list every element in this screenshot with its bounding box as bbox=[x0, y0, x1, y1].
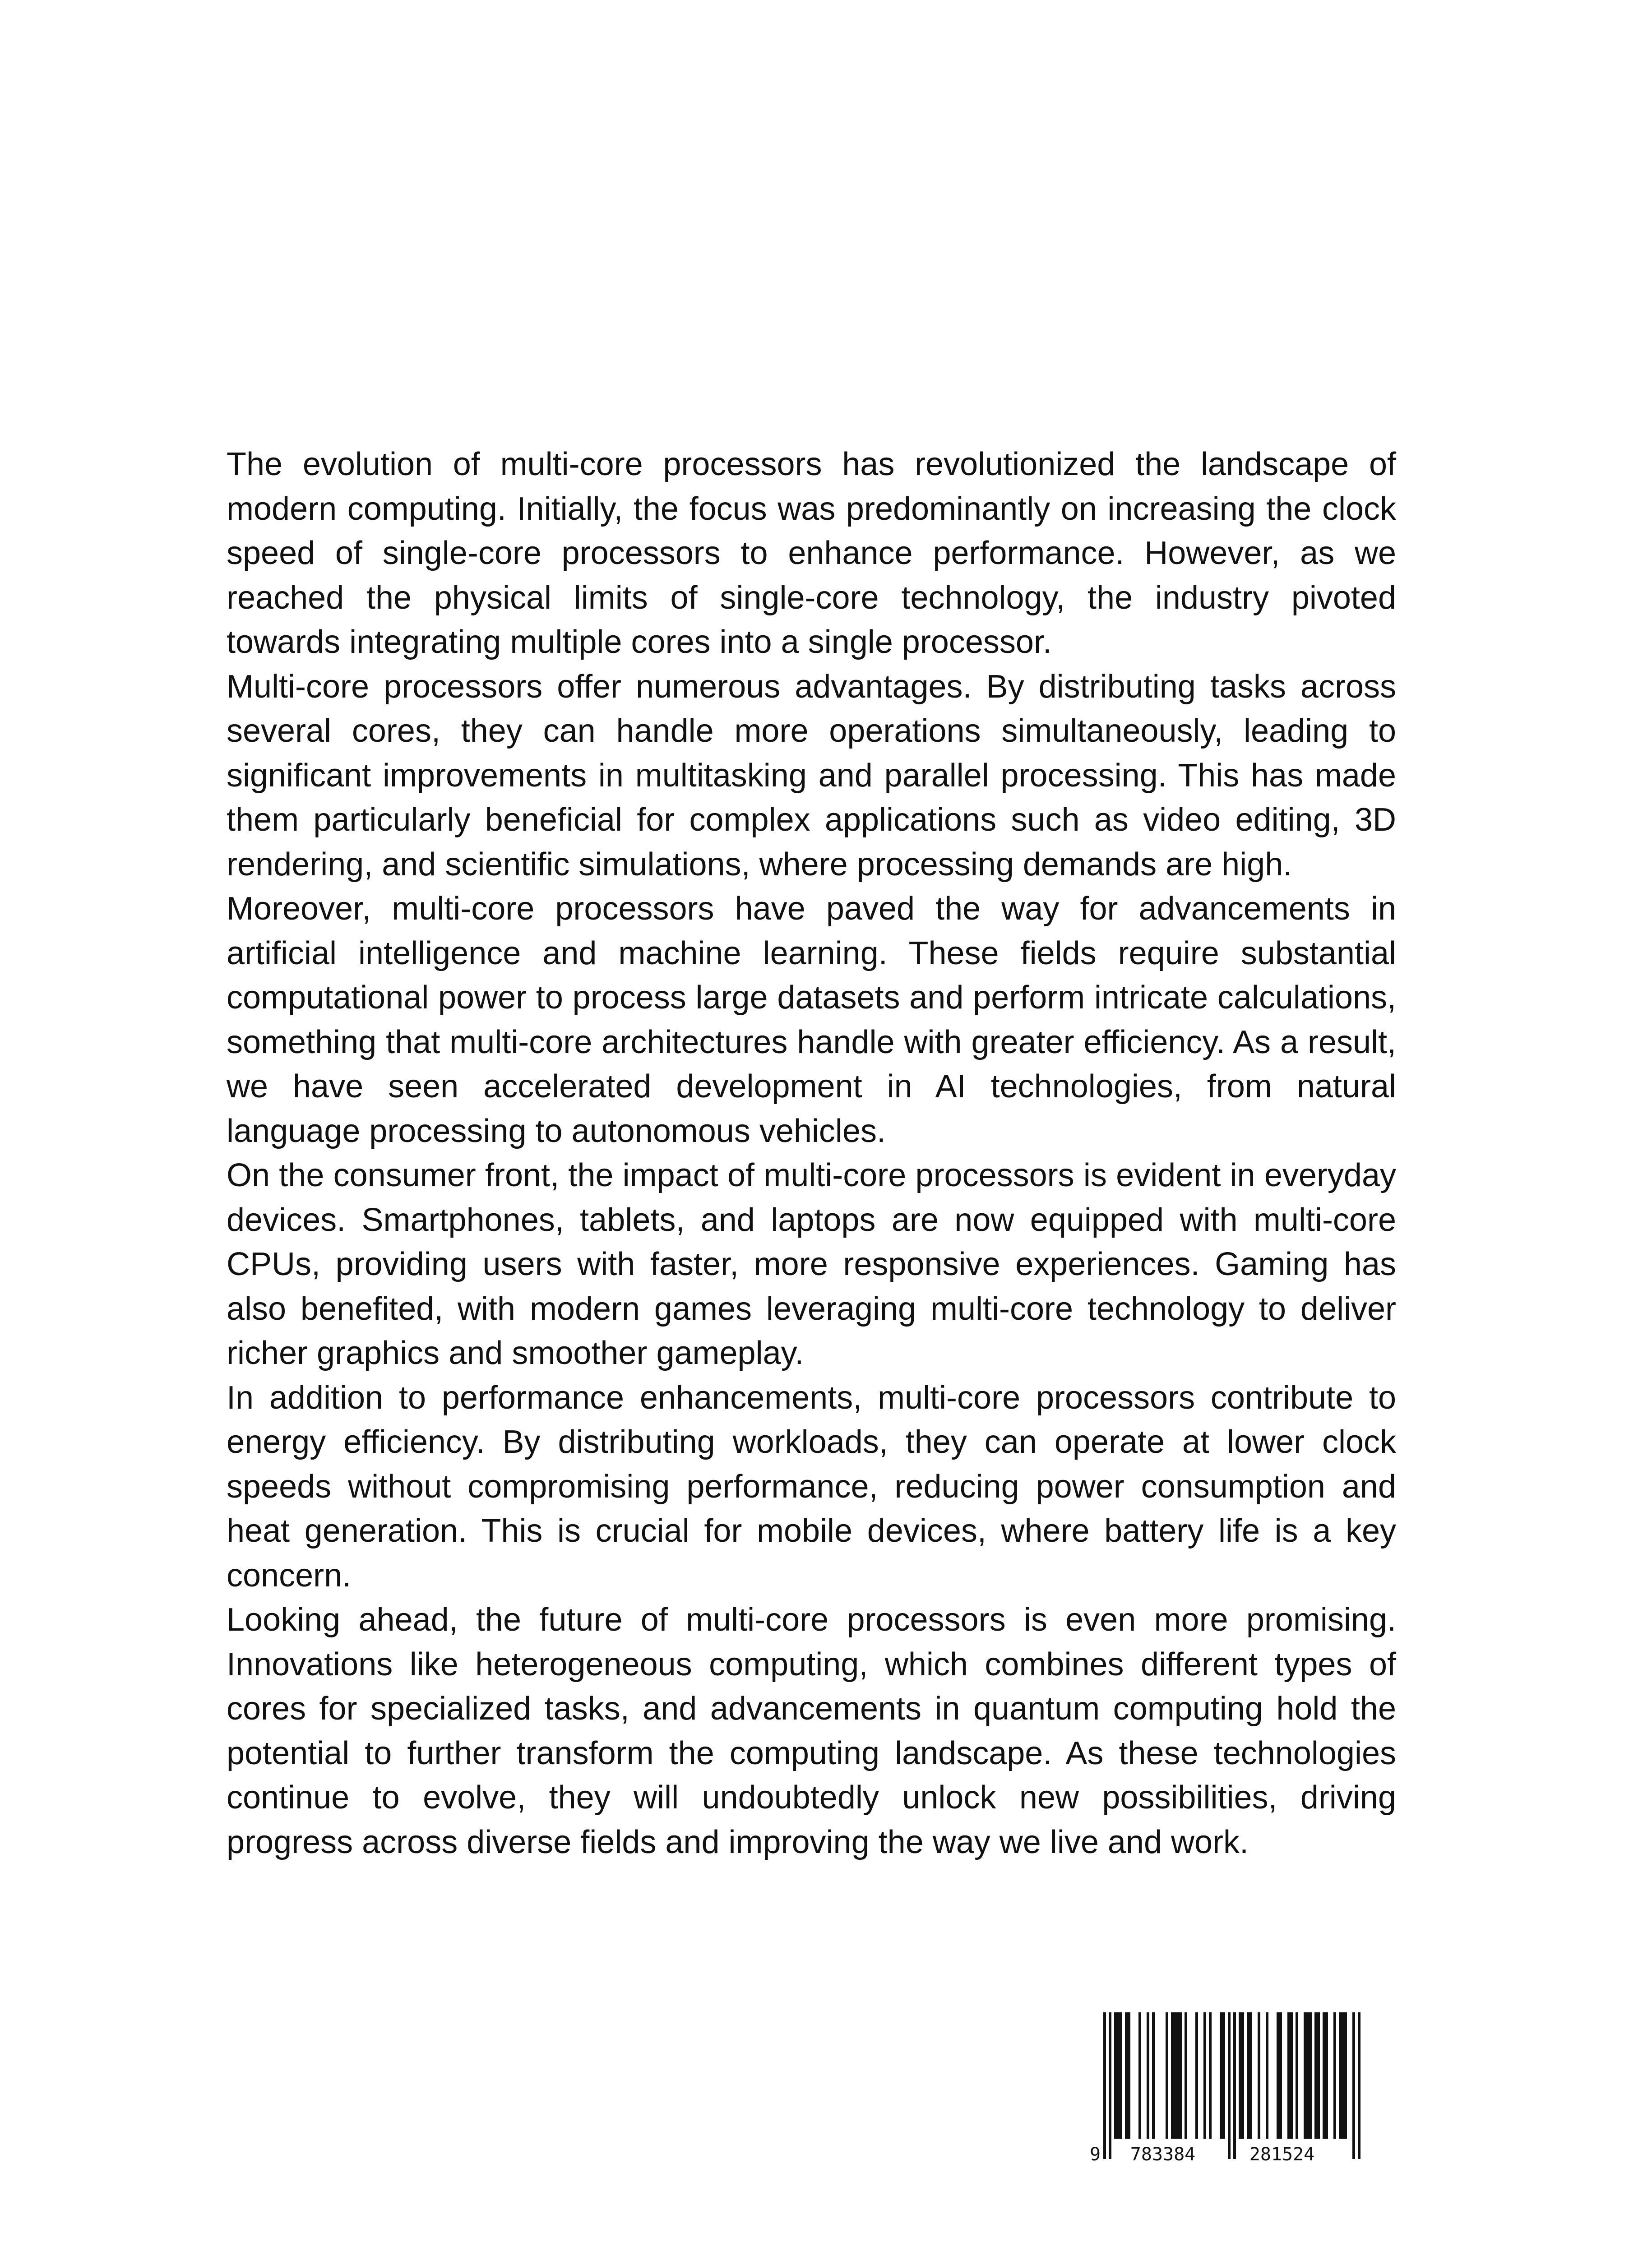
barcode-bar bbox=[1233, 2012, 1236, 2159]
barcode-bar bbox=[1174, 2012, 1176, 2139]
barcode-bar bbox=[1247, 2012, 1249, 2139]
barcode-bar bbox=[1352, 2012, 1355, 2159]
barcode-bar bbox=[1239, 2012, 1241, 2139]
barcode-graphic bbox=[1087, 2010, 1367, 2164]
barcode-bar bbox=[1228, 2012, 1231, 2159]
barcode-bar bbox=[1147, 2012, 1149, 2139]
barcode-bar bbox=[1120, 2012, 1122, 2139]
paragraph-5: In addition to performance enhancements, multi-core processors contribute to energy efficiency. By distributing workloads, they can operate at lower clock speeds without compromising performance, reducing power consumption and heat generation. This is crucial for mobile devices, where battery life is a key concern. bbox=[227, 1379, 1396, 1594]
barcode-bar bbox=[1179, 2012, 1182, 2139]
barcode-left-digits: 783384 bbox=[1130, 2144, 1196, 2164]
paragraph-2: Multi-core processors offer numerous advantages. By distributing tasks across several cores, they can handle more operations simultaneously, leading to significant improvements in multitasking and parallel processing. This has made them particularly beneficial for complex applications such as video editing, 3D rendering, and scientific simulations, where processing demands are high. bbox=[227, 668, 1396, 883]
barcode-bar bbox=[1325, 2012, 1328, 2139]
paragraph-6: Looking ahead, the future of multi-core processors is even more promising. Innovations like heterogeneous computing, which combines different types of cores for specialized tasks, and advancements in quantum computing hold the potential to further transform the computing landscape. As these technologies continue to evolve, they will undoubtedly unlock new possibilities, driving progress across diverse fields and improving the way we live and work. bbox=[227, 1602, 1396, 1860]
barcode-first-digit: 9 bbox=[1090, 2144, 1101, 2164]
barcode-bar bbox=[1249, 2012, 1252, 2139]
barcode-bar bbox=[1266, 2012, 1268, 2139]
barcode-bar bbox=[1333, 2012, 1336, 2139]
barcode-bar bbox=[1277, 2012, 1279, 2139]
barcode-bar bbox=[1296, 2012, 1298, 2139]
barcode-bar bbox=[1304, 2012, 1306, 2139]
barcode-bar bbox=[1114, 2012, 1117, 2139]
barcode-right-digits: 281524 bbox=[1249, 2144, 1315, 2164]
barcode-bar bbox=[1171, 2012, 1174, 2139]
barcode-bar bbox=[1222, 2012, 1225, 2139]
barcode-bar bbox=[1309, 2012, 1312, 2139]
barcode-bar bbox=[1314, 2012, 1317, 2139]
paragraph-3: Moreover, multi-core processors have paved the way for advancements in artificial intelligence and machine learning. These fields require substantial computational power to process large datasets and perform intricate calculations, something that multi-core architectures handle with greater efficiency. As a result, we have seen accelerated development in AI technologies, from natural language processing to autonomous vehicles. bbox=[227, 891, 1396, 1149]
barcode-bar bbox=[1125, 2012, 1128, 2139]
barcode-bar bbox=[1220, 2012, 1222, 2139]
barcode-bar bbox=[1128, 2012, 1130, 2139]
barcode-bar bbox=[1117, 2012, 1120, 2139]
barcode-bar bbox=[1176, 2012, 1179, 2139]
isbn-barcode bbox=[1087, 2010, 1367, 2164]
barcode-bar bbox=[1317, 2012, 1320, 2139]
barcode-bar bbox=[1258, 2012, 1260, 2139]
barcode-bars bbox=[1103, 2012, 1360, 2159]
barcode-bar bbox=[1306, 2012, 1309, 2139]
barcode-bar bbox=[1279, 2012, 1282, 2139]
barcode-bar bbox=[1358, 2012, 1360, 2159]
paragraph-4: On the consumer front, the impact of multi-core processors is evident in everyday devices. Smartphones, tablets, and laptops are now equipped with multi-core CPUs, providing users with faster, more responsive experiences. Gaming has also benefited, with modern games leveraging multi-core technology to deliver richer graphics and smoother gameplay. bbox=[227, 1157, 1396, 1371]
barcode-bar bbox=[1195, 2012, 1198, 2139]
barcode-bar bbox=[1103, 2012, 1106, 2159]
barcode-bar bbox=[1152, 2012, 1155, 2139]
barcode-bar bbox=[1109, 2012, 1111, 2159]
barcode-bar bbox=[1342, 2012, 1344, 2139]
barcode-bar bbox=[1203, 2012, 1206, 2139]
barcode-bar bbox=[1166, 2012, 1168, 2139]
barcode-bar bbox=[1344, 2012, 1347, 2139]
barcode-bar bbox=[1290, 2012, 1293, 2139]
barcode-bar bbox=[1209, 2012, 1212, 2139]
barcode-bar bbox=[1287, 2012, 1290, 2139]
barcode-bar bbox=[1339, 2012, 1342, 2139]
paragraph-1: The evolution of multi-core processors has revolutionized the landscape of modern computing. Initially, the focus was predominantly on increasing the clock speed of single-core processors to enhance performance. However, as we reached the physical limits of single-core technology, the industry pivoted towards integrating multiple cores into a single processor. bbox=[227, 446, 1396, 660]
barcode-bar bbox=[1138, 2012, 1141, 2139]
barcode-bar bbox=[1241, 2012, 1244, 2139]
barcode-bar bbox=[1185, 2012, 1187, 2139]
blurb-text bbox=[227, 442, 1396, 1864]
barcode-bar bbox=[1323, 2012, 1325, 2139]
